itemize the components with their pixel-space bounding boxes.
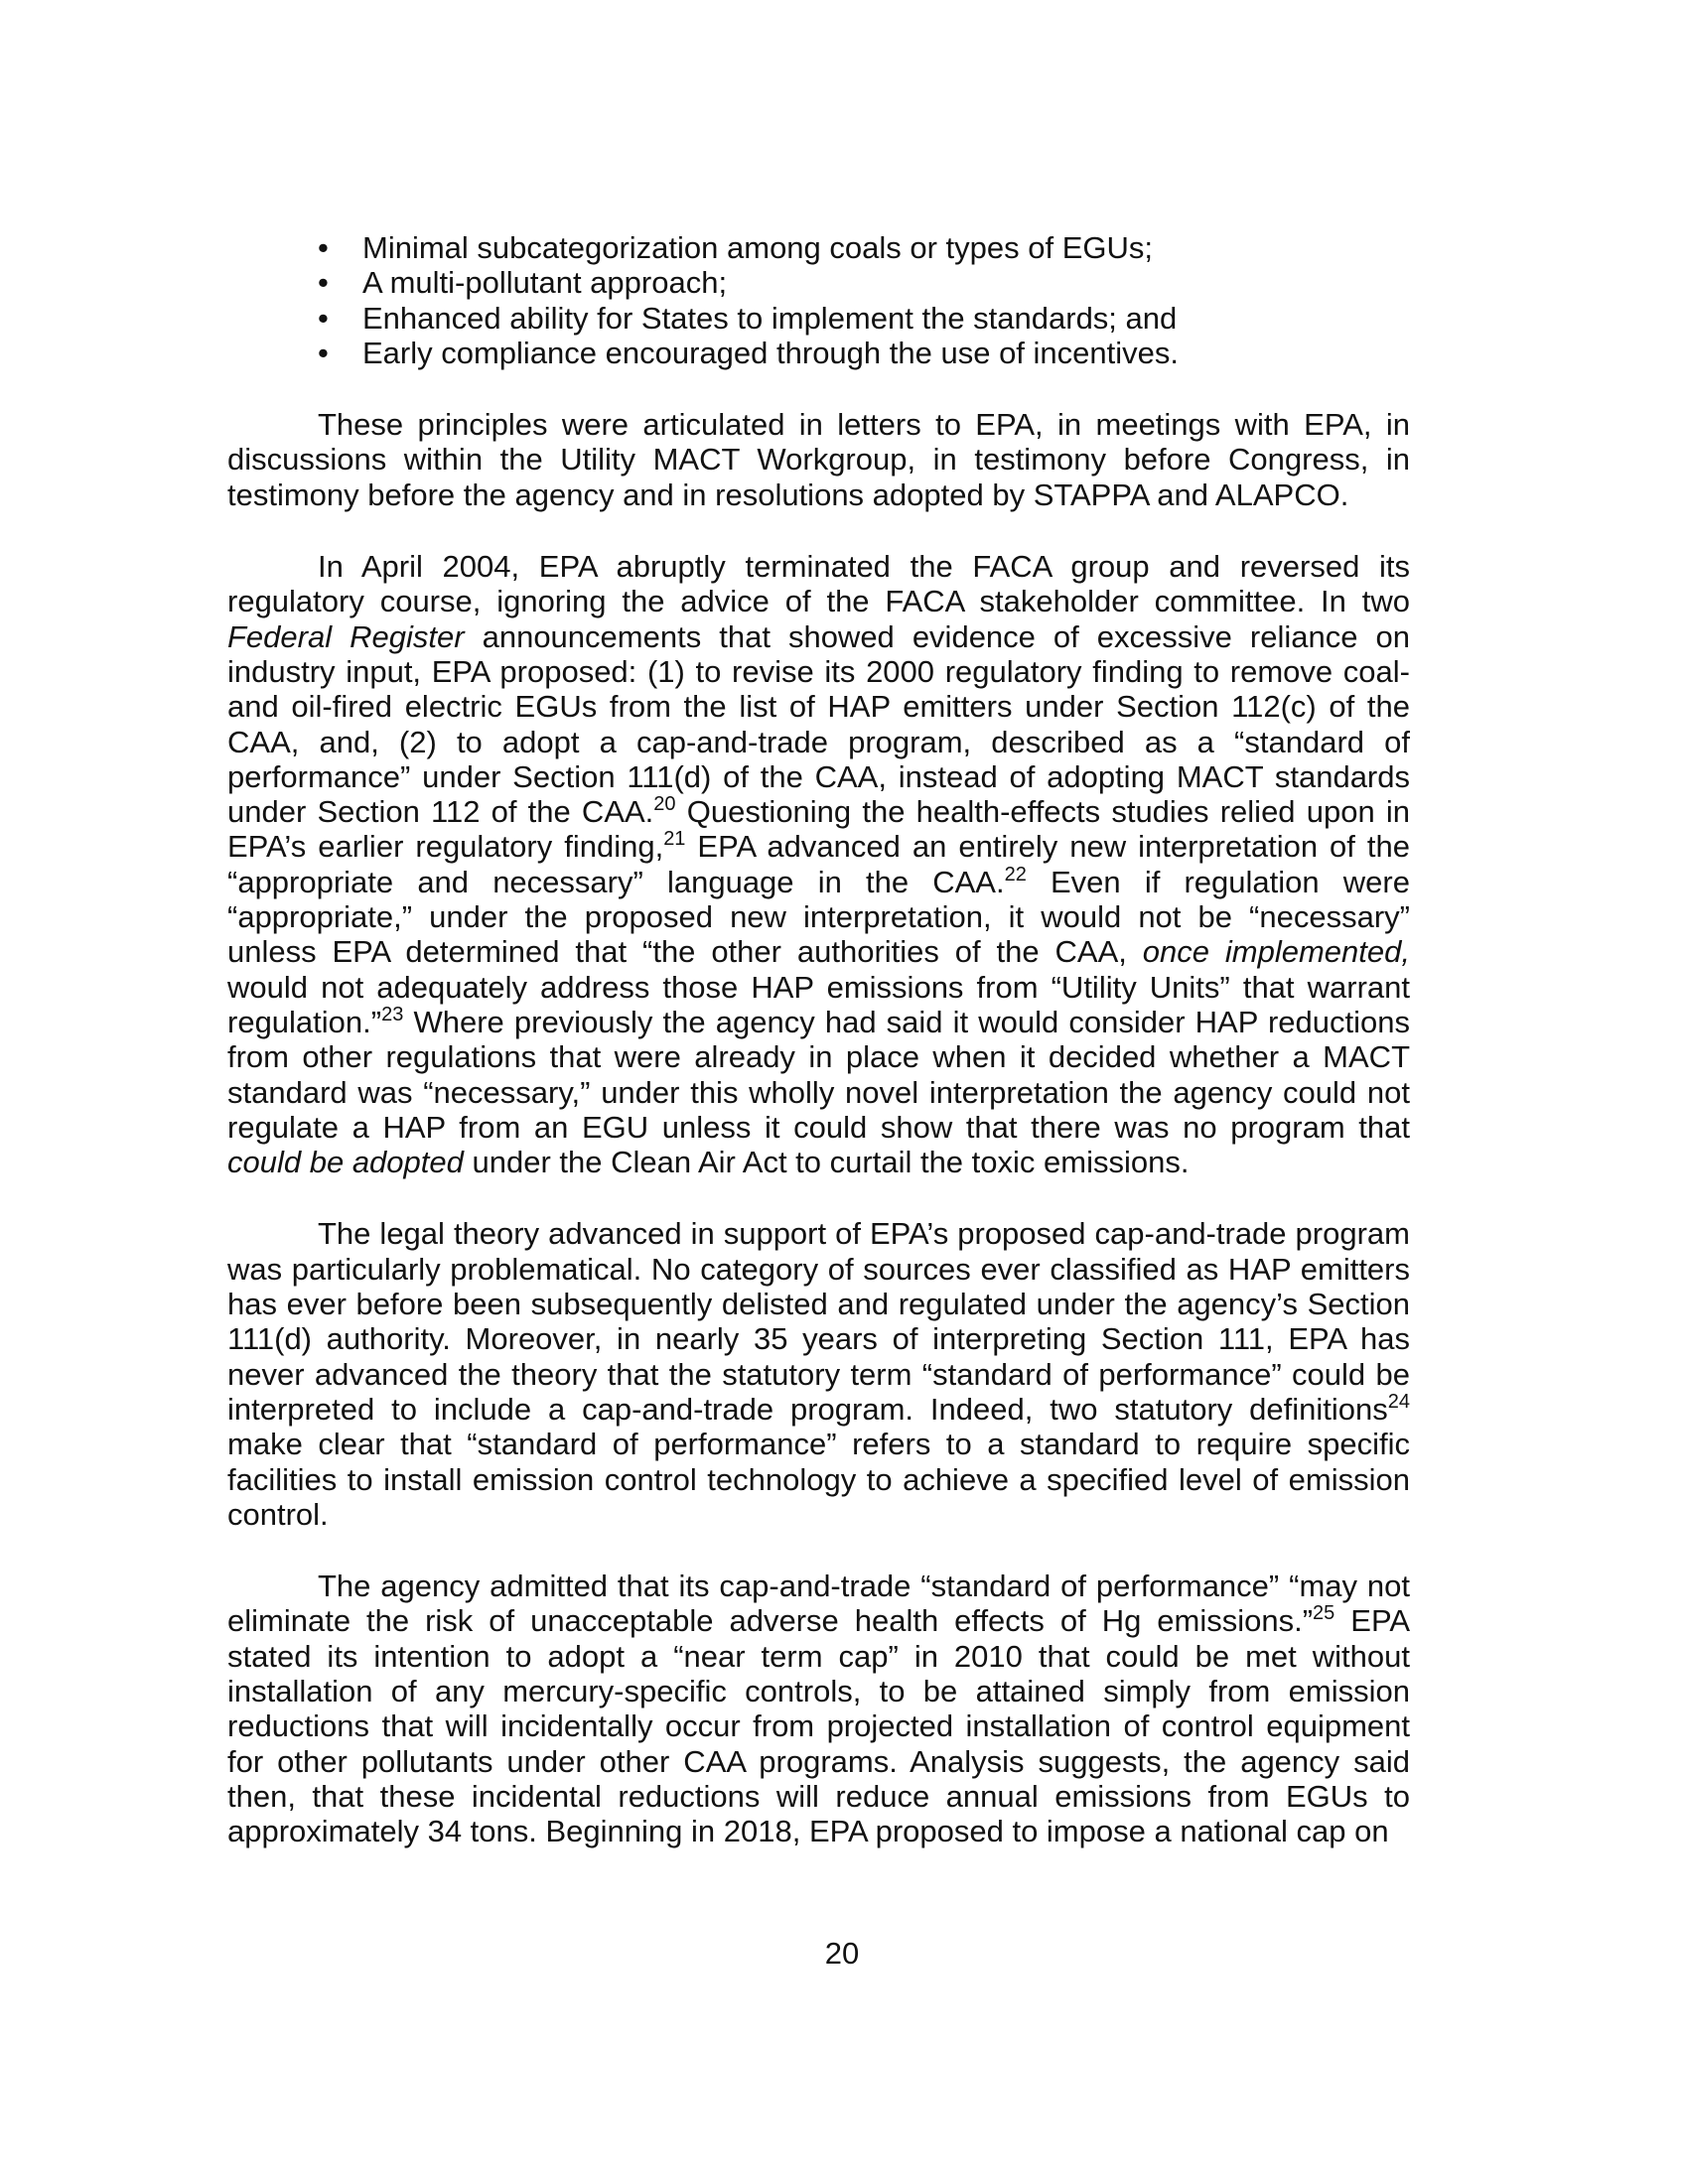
footnote-ref-22[interactable]: 22 [1004, 863, 1027, 886]
paragraph-principles: These principles were articulated in letters to EPA, in meetings with EPA, in discussions within the Utility MACT Workgroup, in testimony before Congress, in testimony before the agency and in resolutions adopted by STAPPA and ALAPCO. [227, 407, 1410, 512]
paragraph-agency-admitted: The agency admitted that its cap-and-trade “standard of performance” “may not eliminate the risk of unacceptable adverse health effects of Hg emissions.”$^{25}$ EPA stated its intention to adopt a “near term cap” in 2010 that could be met without installation of any mercury-specific controls, to be attained simply from emission reductions that will incidentally occur from projected installation of control equipment for other pollutants under other CAA programs. Analysis suggests, the agency said then, that these incidental reductions will reduce annual emissions from EGUs to approximately 34 tons. Beginning in 2018, EPA proposed to impose a national cap on [227, 1569, 1410, 1849]
footnote-ref-25[interactable]: 25 [1313, 1602, 1335, 1625]
footnote-ref-21[interactable]: 21 [663, 828, 686, 851]
principles-list [227, 230, 1410, 370]
footnote-ref-20[interactable]: 20 [653, 793, 676, 816]
list-item: • Early compliance encouraged through the use of incentives. [318, 335, 1179, 370]
bullet-icon: • [318, 300, 329, 336]
paragraph-april-2004: In April 2004, EPA abruptly terminated the FACA group and reversed its regulatory course, ignoring the advice of the FACA stakeholder committee. In two Federal Register announcements that showed evidence of excessive reliance on industry input, EPA proposed: (1) to revise its 2000 regulatory finding to remove coal- and oil-fired electric EGUs from the list of HAP emitters under Section 112(c) of the CAA, and, (2) to adopt a cap-and-trade program, described as a “standard of performance” under Section 111(d) of the CAA, instead of adopting MACT standards under Section 112 of the CAA.$^{20}$ Questioning the health-effects studies relied upon in EPA’s earlier regulatory finding,$^{21}$ EPA advanced an entirely new interpretation of the “appropriate and necessary” language in the CAA.$^{22}$ Even if regulation were “appropriate,” under the proposed new interpretation, it would not be “necessary” unless EPA determined that “the other authorities of the CAA, once implemented, would not adequately address those HAP emissions from “Utility Units” that warrant regulation.”$^{23}$ Where previously the agency had said it would consider HAP reductions from other regulations that were already in place when it decided whether a MACT standard was “necessary,” under this wholly novel interpretation the agency could not regulate a HAP from an EGU unless it could show that there was no program that could be adopted under the Clean Air Act to curtail the toxic emissions. [227, 549, 1410, 1180]
footnote-ref-23[interactable]: 23 [381, 1003, 404, 1025]
list-item: • Minimal subcategorization among coals or types of EGUs; [318, 230, 1154, 265]
page-body [227, 230, 1410, 1848]
bullet-icon: • [318, 230, 329, 265]
list-item: • Enhanced ability for States to implement the standards; and [318, 300, 1178, 336]
paragraph-legal-theory: The legal theory advanced in support of EPA’s proposed cap-and-trade program was particularly problematical. No category of sources ever classified as HAP emitters has ever before been subsequently delisted and regulated under the agency’s Section 111(d) authority. Moreover, in nearly 35 years of interpreting Section 111, EPA has never advanced the theory that the statutory term “standard of performance” could be interpreted to include a cap-and-trade program. Indeed, two statutory definitions$^{24}$ make clear that “standard of performance” refers to a standard to require specific facilities to install emission control technology to achieve a specified level of emission control. [227, 1216, 1410, 1532]
footnote-ref-24[interactable]: 24 [1387, 1390, 1410, 1413]
bullet-icon: • [318, 265, 329, 301]
list-item: • A multi-pollutant approach; [318, 265, 728, 301]
bullet-icon: • [318, 335, 329, 370]
page-number: 20 [824, 1936, 860, 1971]
